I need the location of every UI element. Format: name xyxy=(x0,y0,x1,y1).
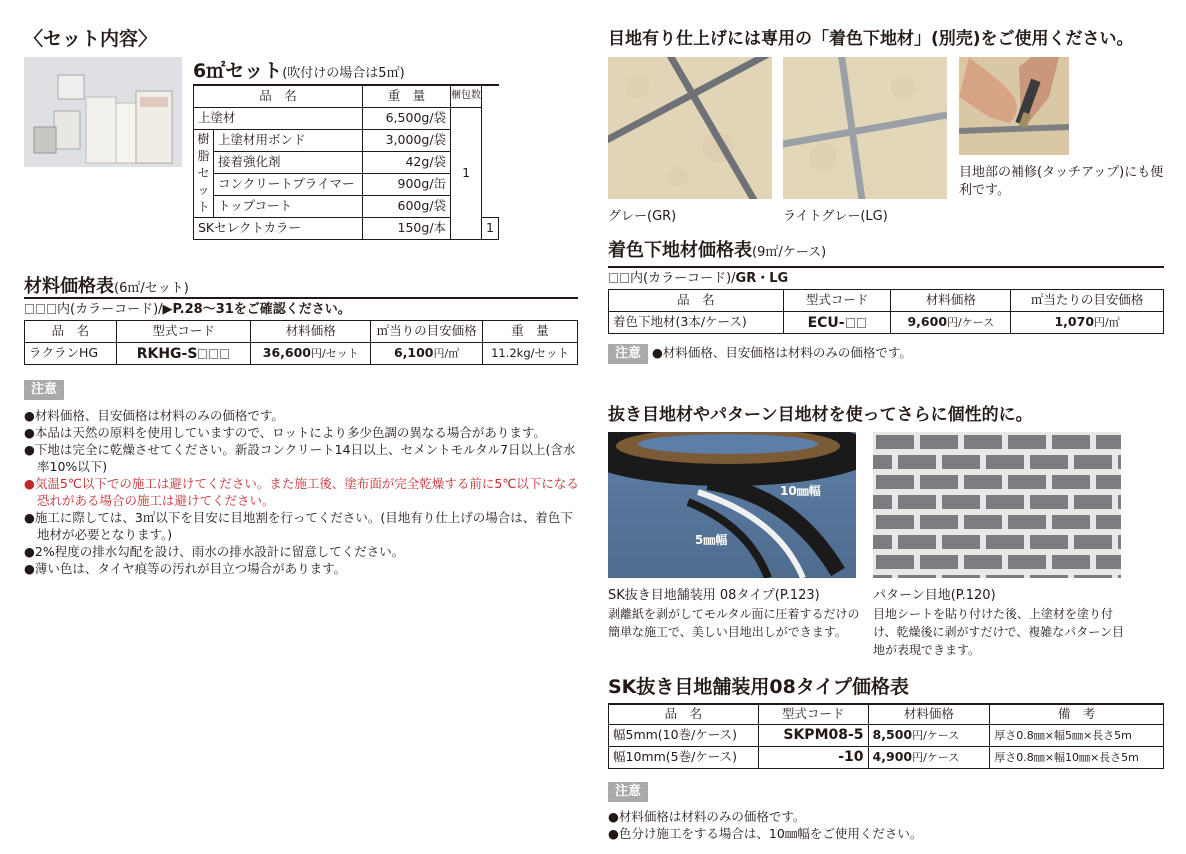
brick xyxy=(942,495,980,509)
pattern-description: 目地シートを貼り付けた後、上塗材を塗り付け、乾燥後に剥がすだけで、複雑なパターン目地が表現できます。 xyxy=(873,607,1125,657)
photo-touchup xyxy=(959,57,1069,155)
brick xyxy=(898,495,936,509)
product-photo xyxy=(24,57,182,167)
brick xyxy=(898,575,936,578)
tape-caption: SK抜き目地舗装用 08タイプ(P.123) xyxy=(608,588,820,603)
brick xyxy=(1118,575,1121,578)
brick xyxy=(920,555,958,569)
option-title: 抜き目地材やパターン目地材を使ってさらに個性的に。 xyxy=(608,405,1033,425)
price-title: 材料価格表(6㎡/セット) xyxy=(24,276,189,297)
brick xyxy=(986,535,1024,549)
brick xyxy=(876,475,914,489)
brick xyxy=(873,495,892,509)
topcoat-name: 上塗材 xyxy=(194,107,363,129)
tape-label-10mm: 10㎜幅 xyxy=(780,484,821,498)
brick xyxy=(920,435,958,449)
brick xyxy=(1030,535,1068,549)
brick xyxy=(986,455,1024,469)
left-note-tag: 注意 xyxy=(24,380,64,400)
brick xyxy=(1008,475,1046,489)
brick xyxy=(1096,515,1121,529)
tape-description: 剥離紙を剥がしてモルタル面に圧着するだけの簡単な施工で、美しい目地出しができます。 xyxy=(608,607,860,639)
brick xyxy=(1030,575,1068,578)
photo-tape-rolls xyxy=(608,432,856,578)
set-contents-title: 〈セット内容〉 xyxy=(24,28,158,50)
brick xyxy=(1074,535,1112,549)
left-notes: ●材料価格、目安価格は材料のみの価格です。 ●本品は天然の原料を使用していますので、ロットにより多少色調の異なる場合があります。 ●下地は完全に乾燥させてください。新設コンクリート14日以上、セメントモルタル7日以上(含水率10%以下) ●気温5℃以下での施工は避けてください。また施工後、塗布面が完全乾燥する前に5℃以下になる恐れがある場合の施工は避けてください。 ●施工に際しては、3㎡以下を目安に目地割を行ってください。(目地有り仕上げの場合は、着色下地材が必要となります。) ●2%程度の排水勾配を設け、雨水の排水設計に留意してください。 ●薄い色は、タイヤ痕等の汚れが目立つ場合があります。 xyxy=(24,408,579,576)
brick xyxy=(873,455,892,469)
base-color-note: 内(カラーコード)/GR・LG xyxy=(608,266,1164,289)
brick xyxy=(1096,435,1121,449)
brick xyxy=(876,515,914,529)
brick xyxy=(898,455,936,469)
base-table: 品 名 型式コード 材料価格 ㎡当たりの目安価格 着色下地材(3本/ケース) ECU- 9,600円/ケース 1,070円/㎡ xyxy=(608,289,1164,334)
brick xyxy=(1118,535,1121,549)
sk-table: 品 名 型式コード 材料価格 備 考 幅5mm(10巻/ケース) SKPM08-5 8,500円/ケース 厚さ0.8㎜×幅5㎜×長さ5m 幅10mm(5巻/ケース) -10 4,900円/ケース 厚さ0.8㎜×幅10㎜×長さ5m xyxy=(608,703,1164,769)
brick xyxy=(1030,495,1068,509)
base-note: 注意 ●材料価格、目安価格は材料のみの価格です。 xyxy=(608,343,912,364)
price-table: 品 名 型式コード 材料価格 ㎡当りの目安価格 重 量 ラクランHG RKHG-S 36,600円/セット 6,100円/㎡ 11.2kg/セット xyxy=(24,320,578,365)
set-heading: 6㎡セット(吹付けの場合は5㎡) xyxy=(193,60,405,82)
sk-title: SK抜き目地舗装用08タイプ価格表 xyxy=(608,676,909,698)
brick xyxy=(1052,435,1090,449)
touchup-caption: 目地部の補修(タッチアップ)にも便利です。 xyxy=(959,165,1164,198)
brick xyxy=(876,555,914,569)
caption-lightgray: ライトグレー(LG) xyxy=(783,209,888,224)
brick xyxy=(964,515,1002,529)
brick xyxy=(1118,495,1121,509)
brick xyxy=(1074,575,1112,578)
brick xyxy=(1030,455,1068,469)
brick xyxy=(964,435,1002,449)
set-table: 品 名 重 量 梱包数 上塗材 6,500g/袋 1 樹脂セット 上塗材用ボンド 3,000g/袋 接着強化剤 42g/袋 コンクリートプライマー 900g/缶 トップコート 600g/袋 SKセレクトカラー 150g/本 1 xyxy=(193,84,499,240)
brick xyxy=(942,575,980,578)
resin-set-label: 樹脂セット xyxy=(194,129,214,217)
brick xyxy=(873,535,892,549)
brick xyxy=(920,515,958,529)
brick xyxy=(1096,555,1121,569)
sk-notes: ●材料価格は材料のみの価格です。 ●色分け施工をする場合は、10㎜幅をご使用ください。 xyxy=(608,809,923,841)
brick xyxy=(1074,455,1112,469)
brick xyxy=(876,435,914,449)
brick xyxy=(986,575,1024,578)
brick xyxy=(1074,495,1112,509)
brick xyxy=(1052,515,1090,529)
brick xyxy=(1008,515,1046,529)
brick xyxy=(1052,555,1090,569)
brick xyxy=(1118,455,1121,469)
brick xyxy=(942,455,980,469)
brick xyxy=(986,495,1024,509)
photo-pattern-joint xyxy=(873,432,1121,578)
brick xyxy=(898,535,936,549)
tape-label-5mm: 5㎜幅 xyxy=(695,533,728,547)
brick xyxy=(1096,475,1121,489)
brick xyxy=(1008,435,1046,449)
brick xyxy=(920,475,958,489)
brick xyxy=(964,555,1002,569)
caption-gray: グレー(GR) xyxy=(608,209,677,224)
brick xyxy=(942,535,980,549)
brick xyxy=(1008,555,1046,569)
base-title: 着色下地材価格表(9㎡/ケース) xyxy=(608,240,827,261)
sk-note-tag: 注意 xyxy=(608,782,648,802)
photo-lightgray-joint xyxy=(783,57,947,199)
photo-gray-joint xyxy=(608,57,772,199)
brick xyxy=(964,475,1002,489)
price-color-note: 内(カラーコード)/▶P.28～31をご確認ください。 xyxy=(24,297,578,320)
joint-title: 目地有り仕上げには専用の「着色下地材」(別売)をご使用ください。 xyxy=(608,29,1134,49)
brick xyxy=(873,575,892,578)
brick xyxy=(1052,475,1090,489)
pattern-caption: パターン目地(P.120) xyxy=(873,588,996,603)
